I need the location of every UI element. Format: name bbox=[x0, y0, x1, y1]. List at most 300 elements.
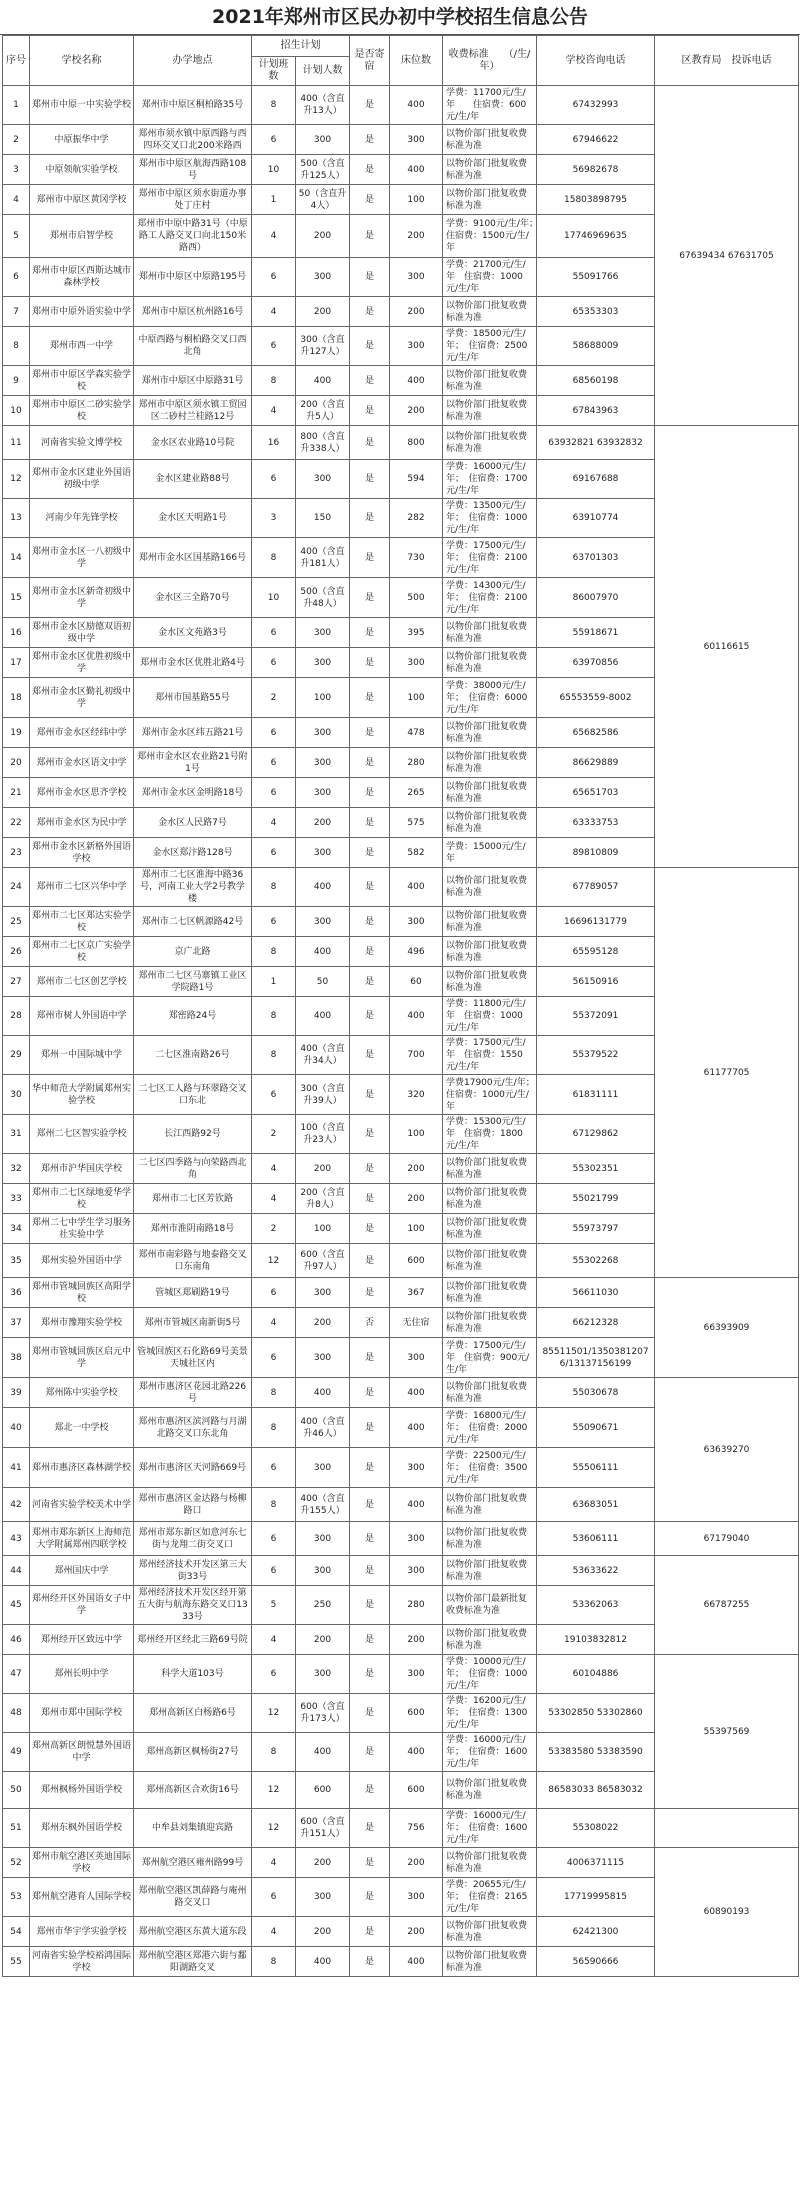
row-boarding: 是 bbox=[350, 1522, 390, 1556]
row-people: 200（含直升8人） bbox=[296, 1184, 350, 1214]
row-people: 300 bbox=[296, 125, 350, 155]
row-phone: 55372091 bbox=[537, 997, 655, 1036]
row-seq: 48 bbox=[3, 1694, 30, 1733]
row-address: 郑州市中原区桐柏路35号 bbox=[134, 86, 252, 125]
row-classes: 16 bbox=[252, 426, 296, 460]
row-address: 郑州市金水区金明路18号 bbox=[134, 778, 252, 808]
row-classes: 1 bbox=[252, 967, 296, 997]
row-address: 郑州市惠济区金达路与杨柳路口 bbox=[134, 1488, 252, 1522]
row-phone: 17719995815 bbox=[537, 1878, 655, 1917]
row-people: 300 bbox=[296, 1556, 350, 1586]
row-address: 郑州市郑东新区如意河东七街与龙翔二街交叉口 bbox=[134, 1522, 252, 1556]
row-classes: 6 bbox=[252, 1878, 296, 1917]
row-classes: 10 bbox=[252, 578, 296, 618]
row-address: 郑州市中原中路31号（中原路工人路交叉口向北150米路西） bbox=[134, 215, 252, 258]
row-school-name: 郑州市金水区新格外国语学校 bbox=[30, 838, 134, 868]
row-phone: 60104886 bbox=[537, 1655, 655, 1694]
row-beds: 400 bbox=[390, 868, 443, 907]
row-fee: 学费：16000元/生/年； 住宿费：1600元/生/年 bbox=[443, 1809, 537, 1848]
row-fee: 学费：17500元/生/年； 住宿费：2100元/生/年 bbox=[443, 538, 537, 578]
row-seq: 41 bbox=[3, 1448, 30, 1488]
row-beds: 100 bbox=[390, 1214, 443, 1244]
row-people: 200 bbox=[296, 1625, 350, 1655]
row-school-name: 郑州市中原区学森实验学校 bbox=[30, 366, 134, 396]
row-fee: 学费：22500元/生/年； 住宿费：3500元/生/年 bbox=[443, 1448, 537, 1488]
row-address: 郑州市二七区淮海中路36号，河南工业大学2号教学楼 bbox=[134, 868, 252, 907]
row-phone: 55302268 bbox=[537, 1244, 655, 1278]
row-school-name: 郑州市二七区郑达实验学校 bbox=[30, 907, 134, 937]
row-fee: 学费：16200元/生/年； 住宿费：1300元/生/年 bbox=[443, 1694, 537, 1733]
row-people: 400 bbox=[296, 1947, 350, 1977]
row-phone: 65682586 bbox=[537, 718, 655, 748]
row-school-name: 郑州市中原外语实验中学 bbox=[30, 297, 134, 327]
row-school-name: 河南省实验学校裕鸿国际学校 bbox=[30, 1947, 134, 1977]
row-boarding: 是 bbox=[350, 538, 390, 578]
row-people: 300 bbox=[296, 460, 350, 499]
row-boarding: 是 bbox=[350, 297, 390, 327]
row-people: 200 bbox=[296, 215, 350, 258]
row-boarding: 是 bbox=[350, 1772, 390, 1809]
row-boarding: 是 bbox=[350, 1154, 390, 1184]
row-boarding: 是 bbox=[350, 868, 390, 907]
row-address: 郑州市金水区优胜北路4号 bbox=[134, 648, 252, 678]
row-complaint-phone bbox=[655, 1809, 799, 1848]
row-boarding: 是 bbox=[350, 1848, 390, 1878]
row-school-name: 郑州市中原区二砂实验学校 bbox=[30, 396, 134, 426]
row-people: 300（含直升127人） bbox=[296, 327, 350, 366]
row-phone: 63333753 bbox=[537, 808, 655, 838]
row-beds: 200 bbox=[390, 1184, 443, 1214]
row-boarding: 是 bbox=[350, 1917, 390, 1947]
row-boarding: 是 bbox=[350, 1338, 390, 1378]
header-address: 办学地点 bbox=[134, 36, 252, 86]
row-seq: 29 bbox=[3, 1036, 30, 1075]
row-school-name: 华中师范大学附属郑州实验学校 bbox=[30, 1075, 134, 1115]
row-school-name: 中原振华中学 bbox=[30, 125, 134, 155]
row-classes: 8 bbox=[252, 868, 296, 907]
row-school-name: 郑州市金水区思齐学校 bbox=[30, 778, 134, 808]
row-fee: 以物价部门批复收费标准为准 bbox=[443, 718, 537, 748]
row-fee: 以物价部门批复收费标准为准 bbox=[443, 1556, 537, 1586]
row-phone: 63970856 bbox=[537, 648, 655, 678]
row-classes: 4 bbox=[252, 1184, 296, 1214]
row-phone: 67946622 bbox=[537, 125, 655, 155]
row-people: 300 bbox=[296, 618, 350, 648]
row-fee: 以物价部门批复收费标准为准 bbox=[443, 1244, 537, 1278]
row-fee: 学费：16000元/生/年； 住宿费：1600元/生/年 bbox=[443, 1733, 537, 1772]
table-row bbox=[3, 868, 799, 907]
row-classes: 6 bbox=[252, 838, 296, 868]
row-address: 郑州市惠济区天河路669号 bbox=[134, 1448, 252, 1488]
row-boarding: 是 bbox=[350, 1448, 390, 1488]
row-seq: 36 bbox=[3, 1278, 30, 1308]
row-seq: 24 bbox=[3, 868, 30, 907]
row-address: 郑州市淮阴南路18号 bbox=[134, 1214, 252, 1244]
row-beds: 200 bbox=[390, 1917, 443, 1947]
row-people: 400（含直升46人） bbox=[296, 1408, 350, 1448]
row-fee: 以物价部门批复收费标准为准 bbox=[443, 185, 537, 215]
row-classes: 6 bbox=[252, 1075, 296, 1115]
row-seq: 49 bbox=[3, 1733, 30, 1772]
row-boarding: 是 bbox=[350, 1733, 390, 1772]
row-seq: 44 bbox=[3, 1556, 30, 1586]
row-boarding: 是 bbox=[350, 1625, 390, 1655]
row-people: 150 bbox=[296, 499, 350, 538]
row-people: 200（含直升5人） bbox=[296, 396, 350, 426]
row-boarding: 是 bbox=[350, 396, 390, 426]
row-boarding: 是 bbox=[350, 648, 390, 678]
row-seq: 8 bbox=[3, 327, 30, 366]
row-beds: 400 bbox=[390, 155, 443, 185]
row-boarding: 是 bbox=[350, 1809, 390, 1848]
row-boarding: 是 bbox=[350, 1278, 390, 1308]
row-people: 200 bbox=[296, 808, 350, 838]
row-fee: 学费：9100元/生/年； 住宿费：1500元/生/年 bbox=[443, 215, 537, 258]
row-classes: 6 bbox=[252, 327, 296, 366]
row-seq: 31 bbox=[3, 1115, 30, 1154]
row-address: 郑州航空港区郑港六街与鄱阳湖路交叉 bbox=[134, 1947, 252, 1977]
row-classes: 4 bbox=[252, 297, 296, 327]
row-phone: 15803898795 bbox=[537, 185, 655, 215]
row-classes: 6 bbox=[252, 1278, 296, 1308]
row-phone: 61831111 bbox=[537, 1075, 655, 1115]
row-phone: 86629889 bbox=[537, 748, 655, 778]
row-address: 郑州航空港区雍州路99号 bbox=[134, 1848, 252, 1878]
row-phone: 89810809 bbox=[537, 838, 655, 868]
row-school-name: 郑州市金水区勤礼初级中学 bbox=[30, 678, 134, 718]
row-people: 400（含直升34人） bbox=[296, 1036, 350, 1075]
row-address: 金水区文苑路3号 bbox=[134, 618, 252, 648]
row-classes: 6 bbox=[252, 648, 296, 678]
row-school-name: 郑州市二七区兴华中学 bbox=[30, 868, 134, 907]
row-people: 600（含直升173人） bbox=[296, 1694, 350, 1733]
row-beds: 320 bbox=[390, 1075, 443, 1115]
row-address: 郑州航空港区凯薛路与庵州路交叉口 bbox=[134, 1878, 252, 1917]
row-people: 300 bbox=[296, 778, 350, 808]
row-seq: 23 bbox=[3, 838, 30, 868]
row-phone: 63932821 63932832 bbox=[537, 426, 655, 460]
header-beds: 床位数 bbox=[390, 36, 443, 86]
row-fee: 以物价部门批复收费标准为准 bbox=[443, 618, 537, 648]
row-seq: 55 bbox=[3, 1947, 30, 1977]
row-fee: 以物价部门批复收费标准为准 bbox=[443, 1947, 537, 1977]
row-boarding: 是 bbox=[350, 718, 390, 748]
row-classes: 8 bbox=[252, 1036, 296, 1075]
row-seq: 34 bbox=[3, 1214, 30, 1244]
row-boarding: 是 bbox=[350, 618, 390, 648]
row-boarding: 是 bbox=[350, 997, 390, 1036]
row-school-name: 郑州市金水区优胜初级中学 bbox=[30, 648, 134, 678]
row-school-name: 郑州市中原区西斯达城市森林学校 bbox=[30, 258, 134, 297]
row-classes: 6 bbox=[252, 258, 296, 297]
row-address: 二七区淮南路26号 bbox=[134, 1036, 252, 1075]
row-school-name: 郑州市树人外国语中学 bbox=[30, 997, 134, 1036]
row-phone: 55030678 bbox=[537, 1378, 655, 1408]
row-fee: 以物价部门批复收费标准为准 bbox=[443, 967, 537, 997]
table-row bbox=[3, 1556, 799, 1586]
row-address: 郑州市金水区国基路166号 bbox=[134, 538, 252, 578]
row-phone: 65595128 bbox=[537, 937, 655, 967]
row-classes: 2 bbox=[252, 1115, 296, 1154]
row-classes: 12 bbox=[252, 1244, 296, 1278]
row-phone: 63910774 bbox=[537, 499, 655, 538]
row-classes: 8 bbox=[252, 1947, 296, 1977]
row-people: 300 bbox=[296, 838, 350, 868]
row-seq: 7 bbox=[3, 297, 30, 327]
row-people: 400（含直升155人） bbox=[296, 1488, 350, 1522]
row-fee: 以物价部门批复收费标准为准 bbox=[443, 778, 537, 808]
row-seq: 45 bbox=[3, 1586, 30, 1625]
row-seq: 39 bbox=[3, 1378, 30, 1408]
header-classes: 计划班数 bbox=[252, 57, 296, 86]
row-seq: 35 bbox=[3, 1244, 30, 1278]
row-fee: 以物价部门批复收费标准为准 bbox=[443, 125, 537, 155]
row-fee: 以物价部门批复收费标准为准 bbox=[443, 155, 537, 185]
row-boarding: 是 bbox=[350, 578, 390, 618]
row-people: 300 bbox=[296, 748, 350, 778]
row-seq: 17 bbox=[3, 648, 30, 678]
table-row bbox=[3, 1655, 799, 1694]
row-people: 200 bbox=[296, 1917, 350, 1947]
row-fee: 以物价部门批复收费标准为准 bbox=[443, 1308, 537, 1338]
row-beds: 594 bbox=[390, 460, 443, 499]
row-school-name: 河南省实验学校美术中学 bbox=[30, 1488, 134, 1522]
table-row bbox=[3, 1378, 799, 1408]
row-classes: 4 bbox=[252, 396, 296, 426]
row-school-name: 郑州市豫翔实验学校 bbox=[30, 1308, 134, 1338]
row-school-name: 郑州国庆中学 bbox=[30, 1556, 134, 1586]
row-seq: 43 bbox=[3, 1522, 30, 1556]
row-fee: 学费：17500元/生/年 住宿费：900元/生/年 bbox=[443, 1338, 537, 1378]
row-phone: 19103832812 bbox=[537, 1625, 655, 1655]
row-seq: 10 bbox=[3, 396, 30, 426]
row-phone: 67789057 bbox=[537, 868, 655, 907]
row-phone: 55302351 bbox=[537, 1154, 655, 1184]
row-boarding: 是 bbox=[350, 1075, 390, 1115]
row-phone: 86583033 86583032 bbox=[537, 1772, 655, 1809]
row-address: 郑州市国基路55号 bbox=[134, 678, 252, 718]
row-beds: 282 bbox=[390, 499, 443, 538]
row-phone: 66212328 bbox=[537, 1308, 655, 1338]
row-seq: 38 bbox=[3, 1338, 30, 1378]
row-phone: 56982678 bbox=[537, 155, 655, 185]
row-classes: 4 bbox=[252, 808, 296, 838]
enrollment-table bbox=[2, 35, 799, 1977]
table-row bbox=[3, 1522, 799, 1556]
row-boarding: 是 bbox=[350, 258, 390, 297]
row-address: 郑州市中原区中原路31号 bbox=[134, 366, 252, 396]
row-phone: 85511501/13503812076/13137156199 bbox=[537, 1338, 655, 1378]
row-classes: 8 bbox=[252, 86, 296, 125]
row-classes: 6 bbox=[252, 718, 296, 748]
row-address: 郑州市惠济区花园北路226号 bbox=[134, 1378, 252, 1408]
row-boarding: 是 bbox=[350, 1947, 390, 1977]
row-classes: 6 bbox=[252, 1556, 296, 1586]
row-phone: 55090671 bbox=[537, 1408, 655, 1448]
row-fee: 学费：11800元/生/年 住宿费：1000元/生/年 bbox=[443, 997, 537, 1036]
table-row bbox=[3, 1848, 799, 1878]
row-school-name: 郑州市金水区经纬中学 bbox=[30, 718, 134, 748]
row-fee: 以物价部门批复收费标准为准 bbox=[443, 1917, 537, 1947]
row-boarding: 是 bbox=[350, 1556, 390, 1586]
row-people: 300 bbox=[296, 1338, 350, 1378]
row-phone: 55021799 bbox=[537, 1184, 655, 1214]
row-address: 金水区人民路7号 bbox=[134, 808, 252, 838]
row-school-name: 郑州市航空港区英迪国际学校 bbox=[30, 1848, 134, 1878]
row-address: 郑州市金水区农业路21号附1号 bbox=[134, 748, 252, 778]
row-beds: 600 bbox=[390, 1772, 443, 1809]
row-address: 管城回族区石化路69号美景天城社区内 bbox=[134, 1338, 252, 1378]
row-boarding: 是 bbox=[350, 1878, 390, 1917]
row-boarding: 是 bbox=[350, 155, 390, 185]
row-seq: 46 bbox=[3, 1625, 30, 1655]
row-boarding: 是 bbox=[350, 499, 390, 538]
row-address: 郑密路24号 bbox=[134, 997, 252, 1036]
row-address: 郑州市中原区杭州路16号 bbox=[134, 297, 252, 327]
row-boarding: 是 bbox=[350, 1214, 390, 1244]
row-seq: 1 bbox=[3, 86, 30, 125]
row-beds: 100 bbox=[390, 678, 443, 718]
row-phone: 4006371115 bbox=[537, 1848, 655, 1878]
row-school-name: 郑州实验外国语中学 bbox=[30, 1244, 134, 1278]
row-address: 郑州市中原区须水镇工贸园区二砂村兰桂路12号 bbox=[134, 396, 252, 426]
row-phone: 53383580 53383590 bbox=[537, 1733, 655, 1772]
row-beds: 300 bbox=[390, 1448, 443, 1488]
row-address: 科学大道103号 bbox=[134, 1655, 252, 1694]
row-classes: 2 bbox=[252, 678, 296, 718]
table-body bbox=[3, 86, 799, 1977]
row-address: 郑州经济技术开发区经开第五大街与航海东路交叉口1333号 bbox=[134, 1586, 252, 1625]
row-school-name: 郑州市金水区励德双语初级中学 bbox=[30, 618, 134, 648]
row-fee: 以物价部门最新批复收费标准为准 bbox=[443, 1586, 537, 1625]
row-classes: 4 bbox=[252, 1848, 296, 1878]
row-address: 郑州市中原区中原路195号 bbox=[134, 258, 252, 297]
row-seq: 9 bbox=[3, 366, 30, 396]
row-school-name: 郑州一中国际城中学 bbox=[30, 1036, 134, 1075]
row-classes: 8 bbox=[252, 997, 296, 1036]
row-phone: 65353303 bbox=[537, 297, 655, 327]
row-people: 400（含直升181人） bbox=[296, 538, 350, 578]
row-people: 400 bbox=[296, 366, 350, 396]
row-classes: 8 bbox=[252, 937, 296, 967]
table-row bbox=[3, 86, 799, 125]
row-school-name: 郑州市郑东新区上海师范大学附属郑州四联学校 bbox=[30, 1522, 134, 1556]
row-beds: 300 bbox=[390, 258, 443, 297]
row-people: 300 bbox=[296, 1522, 350, 1556]
row-people: 100 bbox=[296, 678, 350, 718]
row-seq: 22 bbox=[3, 808, 30, 838]
row-beds: 无住宿 bbox=[390, 1308, 443, 1338]
row-beds: 600 bbox=[390, 1694, 443, 1733]
header-fee: 收费标准 （/生/年） bbox=[443, 36, 537, 86]
row-address: 郑州市中原区航海西路108号 bbox=[134, 155, 252, 185]
row-seq: 20 bbox=[3, 748, 30, 778]
row-classes: 8 bbox=[252, 538, 296, 578]
row-phone: 53362063 bbox=[537, 1586, 655, 1625]
row-boarding: 是 bbox=[350, 1184, 390, 1214]
row-beds: 700 bbox=[390, 1036, 443, 1075]
row-seq: 25 bbox=[3, 907, 30, 937]
row-people: 500（含直升125人） bbox=[296, 155, 350, 185]
header-seq: 序号 bbox=[3, 36, 30, 86]
row-classes: 6 bbox=[252, 907, 296, 937]
row-phone: 86007970 bbox=[537, 578, 655, 618]
row-fee: 以物价部门批复收费标准为准 bbox=[443, 937, 537, 967]
page-title: 2021年郑州市区民办初中学校招生信息公告 bbox=[0, 0, 800, 35]
row-address: 二七区四季路与向荣路西北角 bbox=[134, 1154, 252, 1184]
row-phone: 17746969635 bbox=[537, 215, 655, 258]
row-seq: 11 bbox=[3, 426, 30, 460]
row-people: 200 bbox=[296, 1848, 350, 1878]
row-beds: 100 bbox=[390, 1115, 443, 1154]
row-school-name: 郑州高新区朗悦慧外国语中学 bbox=[30, 1733, 134, 1772]
row-phone: 55918671 bbox=[537, 618, 655, 648]
row-school-name: 郑州二七区智实验学校 bbox=[30, 1115, 134, 1154]
row-beds: 496 bbox=[390, 937, 443, 967]
row-seq: 21 bbox=[3, 778, 30, 808]
row-fee: 学费：14300元/生/年； 住宿费：2100元/生/年 bbox=[443, 578, 537, 618]
row-beds: 100 bbox=[390, 185, 443, 215]
row-phone: 56590666 bbox=[537, 1947, 655, 1977]
row-boarding: 是 bbox=[350, 1036, 390, 1075]
row-people: 200 bbox=[296, 1154, 350, 1184]
row-beds: 300 bbox=[390, 648, 443, 678]
row-phone: 65553559-8002 bbox=[537, 678, 655, 718]
row-classes: 6 bbox=[252, 778, 296, 808]
row-beds: 60 bbox=[390, 967, 443, 997]
row-classes: 4 bbox=[252, 1308, 296, 1338]
row-seq: 52 bbox=[3, 1848, 30, 1878]
row-fee: 学费：15300元/生/年 住宿费：1800元/生/年 bbox=[443, 1115, 537, 1154]
row-fee: 以物价部门批复收费标准为准 bbox=[443, 1625, 537, 1655]
row-beds: 400 bbox=[390, 86, 443, 125]
row-fee: 以物价部门批复收费标准为准 bbox=[443, 1184, 537, 1214]
row-school-name: 郑州市二七区创艺学校 bbox=[30, 967, 134, 997]
row-fee: 以物价部门批复收费标准为准 bbox=[443, 1378, 537, 1408]
row-classes: 10 bbox=[252, 155, 296, 185]
header-boarding: 是否寄宿 bbox=[350, 36, 390, 86]
row-classes: 2 bbox=[252, 1214, 296, 1244]
row-complaint-phone: 67179040 bbox=[655, 1522, 799, 1556]
row-beds: 800 bbox=[390, 426, 443, 460]
row-seq: 27 bbox=[3, 967, 30, 997]
row-beds: 300 bbox=[390, 907, 443, 937]
row-people: 800（含直升338人） bbox=[296, 426, 350, 460]
row-classes: 6 bbox=[252, 125, 296, 155]
row-classes: 6 bbox=[252, 618, 296, 648]
row-fee: 学费：13500元/生/年； 住宿费：1000元/生/年 bbox=[443, 499, 537, 538]
row-seq: 28 bbox=[3, 997, 30, 1036]
row-fee: 以物价部门批复收费标准为准 bbox=[443, 1522, 537, 1556]
row-beds: 400 bbox=[390, 366, 443, 396]
row-people: 300 bbox=[296, 718, 350, 748]
row-phone: 68560198 bbox=[537, 366, 655, 396]
row-complaint-phone: 63639270 bbox=[655, 1378, 799, 1522]
row-beds: 300 bbox=[390, 327, 443, 366]
row-boarding: 是 bbox=[350, 125, 390, 155]
row-seq: 26 bbox=[3, 937, 30, 967]
row-phone: 55308022 bbox=[537, 1809, 655, 1848]
table-row bbox=[3, 1278, 799, 1308]
row-people: 300 bbox=[296, 1878, 350, 1917]
row-complaint-phone: 60890193 bbox=[655, 1848, 799, 1977]
row-classes: 4 bbox=[252, 215, 296, 258]
row-fee: 以物价部门批复收费标准为准 bbox=[443, 297, 537, 327]
row-classes: 8 bbox=[252, 1408, 296, 1448]
row-beds: 300 bbox=[390, 1878, 443, 1917]
row-seq: 47 bbox=[3, 1655, 30, 1694]
row-seq: 3 bbox=[3, 155, 30, 185]
